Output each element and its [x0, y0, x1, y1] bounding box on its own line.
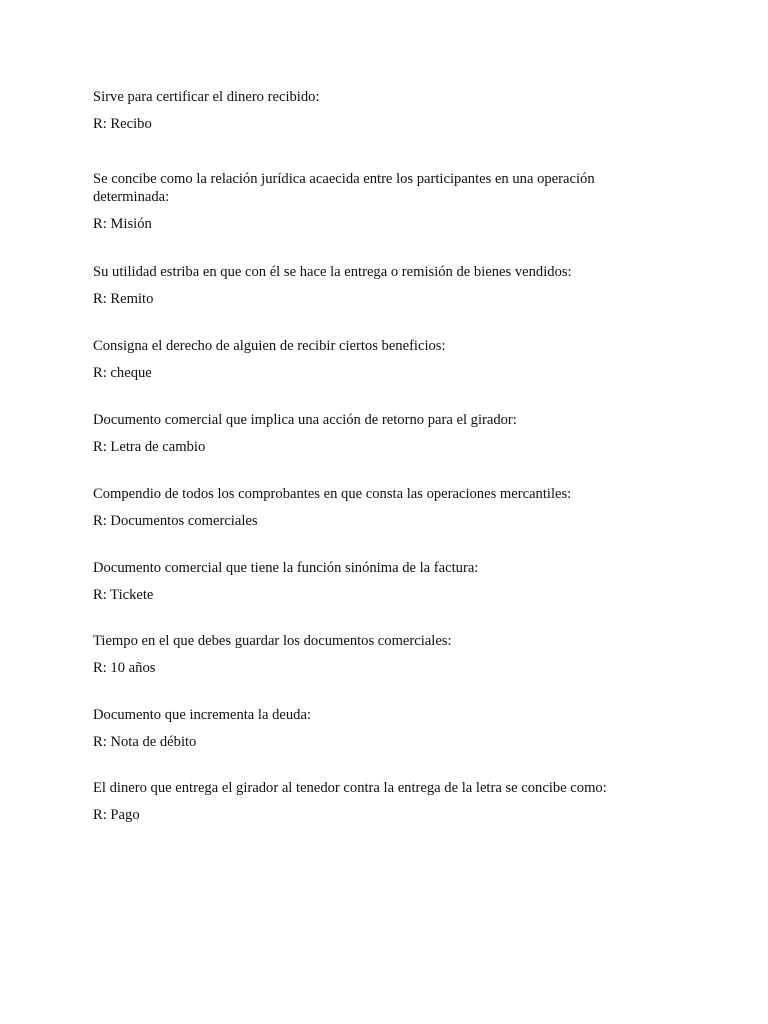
question-text: El dinero que entrega el girador al tenedor contra la entrega de la letra se concibe como:: [93, 780, 607, 796]
qa-item-4: [93, 337, 653, 382]
question-text: Sirve para certificar el dinero recibido:: [93, 89, 320, 105]
question-text: Documento que incrementa la deuda:: [93, 707, 312, 723]
question-text: Compendio de todos los comprobantes en que consta las operaciones mercantiles:: [93, 486, 572, 502]
question-text: Documento comercial que tiene la función sinónima de la factura:: [93, 560, 479, 576]
qa-item-7: [93, 559, 653, 604]
qa-item-9: [93, 706, 653, 751]
qa-item-2: [93, 170, 653, 233]
answer-text: R: cheque: [93, 365, 152, 381]
question-text: Tiempo en el que debes guardar los documentos comerciales:: [93, 633, 452, 649]
answer-text: R: Documentos comerciales: [93, 513, 258, 529]
answer-text: R: Recibo: [93, 116, 152, 132]
question-text: Se concibe como la relación jurídica acaecida entre los participantes en una operación determinada:: [93, 171, 595, 205]
qa-item-6: [93, 485, 653, 530]
answer-text: R: Pago: [93, 807, 140, 823]
answer-text: R: Letra de cambio: [93, 439, 206, 455]
qa-item-5: [93, 411, 653, 456]
answer-text: R: 10 años: [93, 660, 156, 676]
question-text: Su utilidad estriba en que con él se hace la entrega o remisión de bienes vendidos:: [93, 264, 572, 280]
qa-item-1: [93, 88, 653, 133]
qa-item-10: [93, 779, 693, 824]
answer-text: R: Remito: [93, 291, 154, 307]
question-text: Consigna el derecho de alguien de recibir ciertos beneficios:: [93, 338, 446, 354]
qa-item-3: [93, 263, 653, 308]
question-text: Documento comercial que implica una acción de retorno para el girador:: [93, 412, 517, 428]
answer-text: R: Nota de débito: [93, 734, 197, 750]
answer-text: R: Misión: [93, 216, 152, 232]
qa-item-8: [93, 632, 653, 677]
answer-text: R: Tickete: [93, 587, 154, 603]
